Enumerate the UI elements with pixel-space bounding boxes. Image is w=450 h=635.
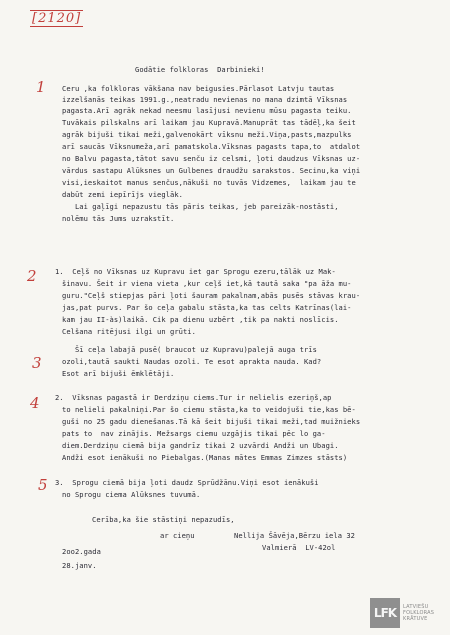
logo-text-line: KRĀTUVE bbox=[403, 616, 428, 622]
paragraph-mark-1: 1 bbox=[36, 78, 46, 96]
text-line: dabūt zemi iepīrījs vieglāk. bbox=[62, 190, 183, 199]
text-line: to nelieli pakalniņi.Par šo ciemu stāsta,ka to veidojuši tie,kas bē- bbox=[62, 405, 356, 414]
text-line: agrāk bijuši tikai meži,galvenokārt vīksnu meži.Viņa,pasts,mazpulks bbox=[62, 130, 352, 139]
text-line: no Sprogu ciema Alūksnes tuvumā. bbox=[62, 490, 201, 499]
paragraph-mark-3: 3 bbox=[32, 354, 42, 372]
text-line: Lai gaļīgi nepazustu tās pāris teikas, jeb pareizāk-nostāsti, bbox=[62, 202, 339, 211]
paragraph-mark-5: 5 bbox=[38, 476, 48, 494]
logo-text-line: FOLKLORAS bbox=[403, 610, 435, 616]
paragraph-mark-2: 2 bbox=[27, 267, 37, 285]
date-day: 28.janv. bbox=[62, 561, 97, 570]
text-line: Esot arī bijuši ēmklētāji. bbox=[62, 369, 175, 378]
text-line: arī saucās Vīksnumeža,arī pamatskola.Vīksnas pagasts tapa,to atdalot bbox=[62, 142, 361, 151]
archive-number: [2120] bbox=[32, 11, 82, 26]
text-line: 3. Sprogu ciemā bija ļoti daudz Sprūdžānu.Viņi esot ienākuši bbox=[42, 478, 319, 487]
text-line: pagasta.Arī agrāk nekad neesmu lasījusi nevienu mūsu pagasta teiku. bbox=[62, 106, 352, 115]
text-line: visi,ieskaitot manus senčus,nākuši no tuvās Vidzemes, laikam jau te bbox=[62, 178, 356, 187]
logo-text-line: LATVIEŠU bbox=[403, 604, 429, 610]
text-line: no Balvu pagasta,tātot savu senču iz celsmi, ļoti daudzus Vīksnas uz- bbox=[62, 154, 361, 163]
text-line: jas,pat purvs. Par šo ceļa gabalu stāsta,ka tas celts Katrīnas(lai- bbox=[62, 303, 352, 312]
letter-salutation: Godātie folkloras Darbinieki! bbox=[135, 65, 265, 74]
text-line: nolēmu tās Jums uzrakstīt. bbox=[62, 214, 175, 223]
paragraph-mark-4: 4 bbox=[30, 394, 40, 412]
text-line: Šī ceļa labajā pusē( braucot uz Kupravu)palejā auga trīs bbox=[62, 345, 317, 354]
text-line: Tuvākais pilskalns arī laikam jau Kupravā.Manuprāt tas tādēļ,ka šeit bbox=[62, 118, 356, 127]
text-line: šinavu. Šeit ir viena vieta ,kur ceļš iet,kā tautā saka "pa āža mu- bbox=[62, 279, 352, 288]
text-line: Andži esot ienākuši no Piebalgas.(Manas mātes Emmas Zimzes stāsts) bbox=[62, 453, 348, 462]
text-line: Ceru ,ka folkloras vākšana nav beigusies.Pārlasot Latvju tautas bbox=[62, 84, 335, 93]
text-line: Celšana ritējusi ilgi un grūti. bbox=[62, 327, 196, 336]
signature-greeting: ar cieņu bbox=[160, 531, 195, 540]
date-year: 2oo2.gada bbox=[62, 547, 101, 556]
text-line: diem.Derdziņu ciemā bija gandrīz tikai 2 uzvārdi Andži un Ubagi. bbox=[62, 441, 339, 450]
text-line: kam jau II-às)laikā. Cik pa dienu uzbērt ,tik pa nakti noslīcis. bbox=[62, 315, 339, 324]
text-line: vārdus sastapu Alūksnes un Gulbenes draudžu sarakstos. Secinu,ka viņi bbox=[62, 166, 361, 175]
text-line: izzelšanās teikas 1991.g.,neatradu nevienas no mana dzimtā Vīksnas bbox=[62, 95, 348, 104]
text-line: 1. Ceļš no Vīksnas uz Kupravu iet gar Sprogu ezeru,tālāk uz Mak- bbox=[42, 267, 336, 276]
text-line: guši no 25 gadu dienešanas.Tā kā šeit bijuši tikai meži,tad muižnieks bbox=[62, 417, 361, 426]
archive-logo bbox=[370, 596, 444, 630]
text-line: guru."Ceļš stiepjas pāri ļoti šauram pakalnam,abās pusēs stāvas krau- bbox=[62, 291, 361, 300]
archive-logo-mark: LFK bbox=[370, 598, 400, 628]
closing-line: Cerība,ka šie stāstiņi nepazudīs, bbox=[92, 515, 235, 524]
signature-address: Valmierā LV-42ol bbox=[262, 543, 336, 552]
text-line: 2. Vīksnas pagastā ir Derdziņu ciems.Tur ir nelielis ezeriņš,ap bbox=[42, 393, 332, 402]
archive-logo-text bbox=[403, 604, 434, 622]
text-line: pats to nav zinājis. Mežsargs ciemu uzgājis tikai pēc lo ga- bbox=[62, 429, 326, 438]
text-line: ozoli,tautā saukti Naudas ozoli. Te esot aprakta nauda. Kad? bbox=[62, 357, 322, 366]
signature-name: Nellija Šāvēja,Bērzu iela 32 bbox=[234, 531, 355, 540]
